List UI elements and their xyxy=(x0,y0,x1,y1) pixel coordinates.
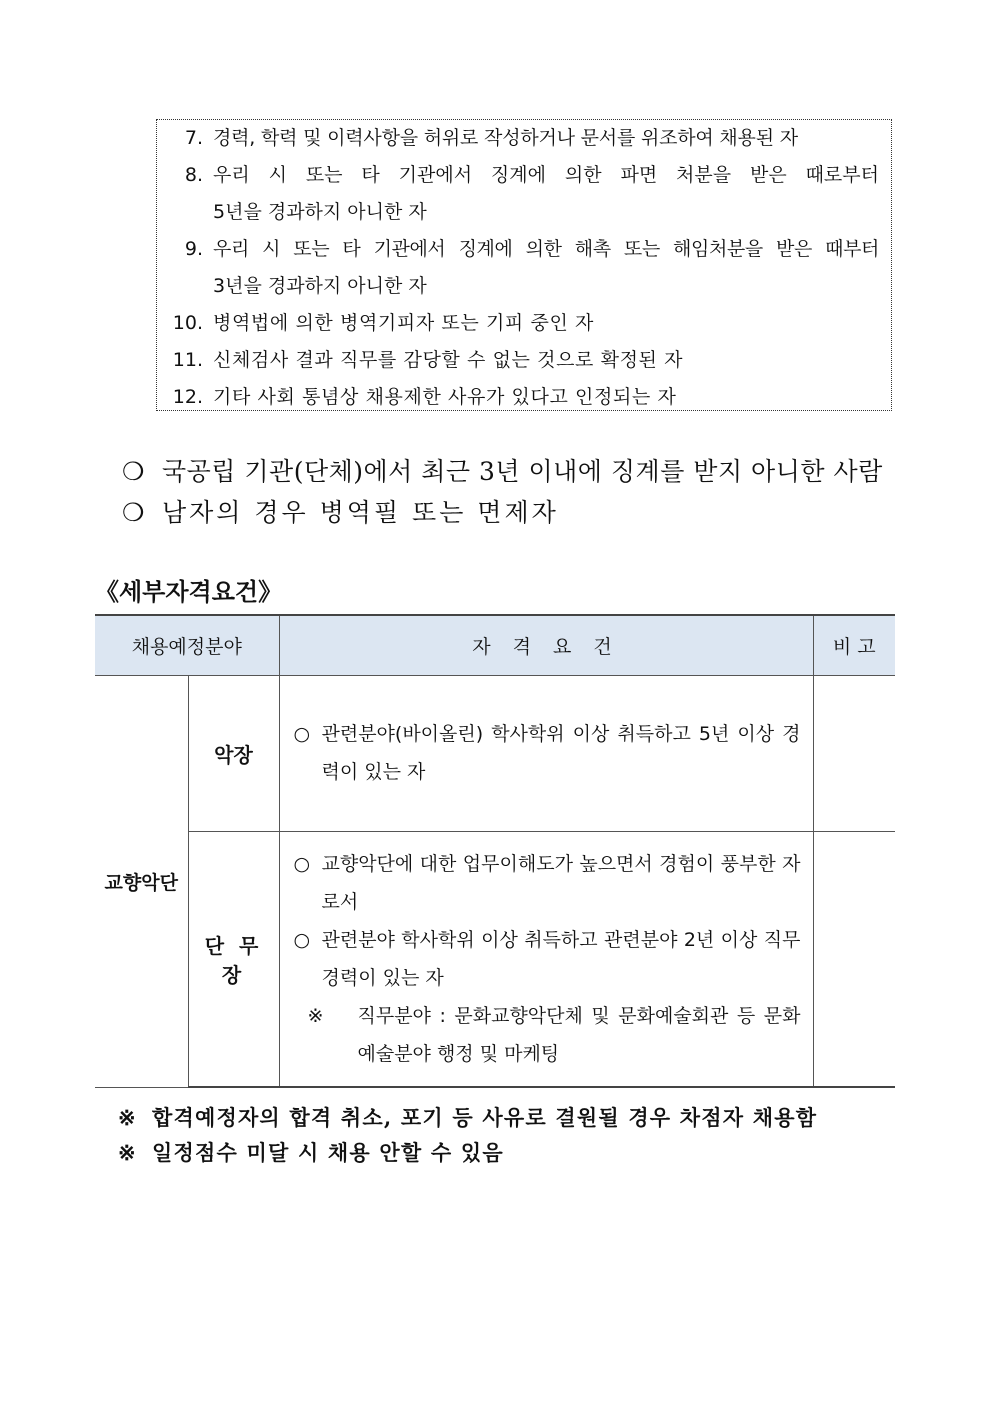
item-text: 병역법에 의한 병역기피자 또는 기피 중인 자 xyxy=(213,312,595,334)
requirements-cell xyxy=(279,831,813,1087)
item-text: 3년을 경과하지 아니한 자 xyxy=(213,275,427,297)
footnote xyxy=(118,1101,817,1135)
requirement-item xyxy=(294,845,801,921)
requirement-item xyxy=(294,921,801,997)
qualification-table xyxy=(95,614,895,1088)
requirement-text: 관련분야 학사학위 이상 취득하고 관련분야 2년 이상 직무경력이 있는 자 xyxy=(321,928,801,989)
small-circle-icon: ○ xyxy=(293,928,311,951)
category-cell: 교향악단 xyxy=(95,675,188,1087)
requirement-text: 교향악단에 대한 업무이해도가 높으면서 경험이 풍부한 자로서 xyxy=(321,852,801,913)
reference-mark-icon: ※ xyxy=(118,1105,136,1130)
header-remarks: 비 고 xyxy=(813,615,895,675)
requirement-item xyxy=(294,715,801,791)
footnote-text: 합격예정자의 합격 취소, 포기 등 사유로 결원될 경우 차점자 채용함 xyxy=(152,1105,818,1130)
table-row xyxy=(95,675,895,831)
item-number: 7. xyxy=(184,127,203,149)
item-text: 신체검사 결과 직무를 감당할 수 없는 것으로 확정된 자 xyxy=(213,349,684,371)
requirement-text: 관련분야(바이올린) 학사학위 이상 취득하고 5년 이상 경력이 있는 자 xyxy=(321,723,801,783)
disqualification-box xyxy=(156,119,892,411)
table-row xyxy=(95,831,895,1087)
footnote xyxy=(118,1136,504,1170)
circle-bullet-icon: ❍ xyxy=(122,457,145,486)
item-number: 10. xyxy=(172,312,203,334)
requirement-note xyxy=(308,997,801,1073)
small-circle-icon: ○ xyxy=(293,852,311,875)
item-number: 12. xyxy=(172,386,203,408)
footnote-text: 일정점수 미달 시 채용 안할 수 있음 xyxy=(152,1140,504,1165)
requirement-text: 직무분야 : 문화교향악단체 및 문화예술회관 등 문화예술분야 행정 및 마케팅 xyxy=(357,1004,801,1065)
requirements-cell xyxy=(279,675,813,831)
bullet-item xyxy=(122,452,883,492)
bullet-text: 남자의 경우 병역필 또는 면제자 xyxy=(162,498,559,527)
remark-cell xyxy=(813,831,895,1087)
reference-mark-icon: ※ xyxy=(118,1140,136,1165)
section-title: 《세부자격요건》 xyxy=(95,578,283,606)
item-text: 우리 시 또는 타 기관에서 징계에 의한 해촉 또는 해임처분을 받은 때부터 xyxy=(213,238,879,260)
item-number: 9. xyxy=(184,238,203,260)
header-requirements: 자 격 요 건 xyxy=(279,615,813,675)
reference-mark-icon: ※ xyxy=(307,1004,324,1027)
header-field: 채용예정분야 xyxy=(95,615,279,675)
circle-bullet-icon: ❍ xyxy=(122,498,145,527)
small-circle-icon: ○ xyxy=(293,723,311,745)
item-text: 기타 사회 통념상 채용제한 사유가 있다고 인정되는 자 xyxy=(213,386,677,408)
item-text: 우리 시 또는 타 기관에서 징계에 의한 파면 처분을 받은 때로부터 xyxy=(213,164,879,186)
item-text: 5년을 경과하지 아니한 자 xyxy=(213,201,427,223)
role-cell: 악장 xyxy=(188,675,279,831)
item-number: 11. xyxy=(172,349,203,371)
bullet-item xyxy=(122,493,559,533)
bullet-text: 국공립 기관(단체)에서 최근 3년 이내에 징계를 받지 아니한 사람 xyxy=(162,457,883,486)
item-text: 경력, 학력 및 이력사항을 허위로 작성하거나 문서를 위조하여 채용된 자 xyxy=(213,127,798,149)
table-header-row xyxy=(95,615,895,675)
remark-cell xyxy=(813,675,895,831)
item-number: 8. xyxy=(184,164,203,186)
role-cell: 단 무 장 xyxy=(188,831,279,1087)
